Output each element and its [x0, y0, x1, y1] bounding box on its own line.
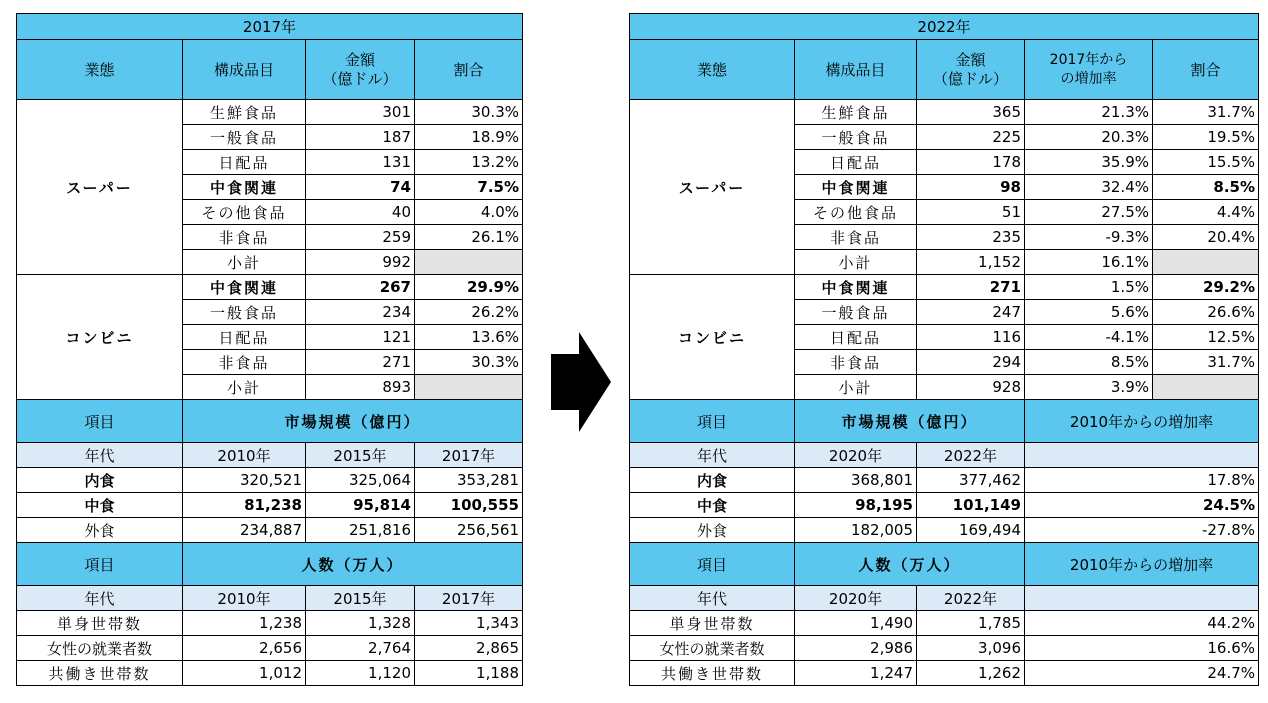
- empty-header-cell: [1025, 586, 1259, 611]
- row-label: 内食: [630, 468, 795, 493]
- subtotal-amount: 928: [917, 375, 1025, 400]
- row-label: 共働き世帯数: [17, 661, 183, 686]
- empty-cell: [415, 250, 523, 275]
- amount-cell: 271: [917, 275, 1025, 300]
- pct-cell: 26.6%: [1153, 300, 1259, 325]
- value-cell: 2,656: [183, 636, 306, 661]
- amount-cell: 235: [917, 225, 1025, 250]
- item-cell: 生鮮食品: [795, 100, 917, 125]
- year-cell: 2010年: [183, 443, 306, 468]
- value-cell: 353,281: [415, 468, 523, 493]
- amount-cell: 121: [306, 325, 415, 350]
- growth-cell: 24.5%: [1025, 493, 1259, 518]
- value-cell: 81,238: [183, 493, 306, 518]
- value-cell: 320,521: [183, 468, 306, 493]
- category-label-super: スーパー: [17, 100, 183, 275]
- category-label-super: スーパー: [630, 100, 795, 275]
- amount-cell: 178: [917, 150, 1025, 175]
- row-label: 中食: [630, 493, 795, 518]
- year-cell: 2020年: [795, 443, 917, 468]
- pct-cell: 29.2%: [1153, 275, 1259, 300]
- amount-cell: 98: [917, 175, 1025, 200]
- section-title-market: 市場規模（億円）: [795, 400, 1025, 443]
- header-cell: 業態: [17, 40, 183, 100]
- header-cell: 金額 （億ドル）: [917, 40, 1025, 100]
- header-cell: 金額 （億ドル）: [306, 40, 415, 100]
- item-cell: 中食関連: [183, 275, 306, 300]
- year-cell: 2010年: [183, 586, 306, 611]
- value-cell: 1,262: [917, 661, 1025, 686]
- year-label: 年代: [17, 443, 183, 468]
- year-cell: 2020年: [795, 586, 917, 611]
- value-cell: 95,814: [306, 493, 415, 518]
- value-cell: 2,764: [306, 636, 415, 661]
- right-arrow-icon: [551, 332, 611, 432]
- empty-header-cell: [1025, 443, 1259, 468]
- growth-cell: 24.7%: [1025, 661, 1259, 686]
- header-cell: 構成品目: [183, 40, 306, 100]
- subtotal-label: 小計: [795, 250, 917, 275]
- growth-cell: 44.2%: [1025, 611, 1259, 636]
- item-cell: 中食関連: [795, 175, 917, 200]
- growth-cell: 21.3%: [1025, 100, 1153, 125]
- amount-cell: 301: [306, 100, 415, 125]
- amount-cell: 116: [917, 325, 1025, 350]
- section-item-label: 項目: [630, 543, 795, 586]
- item-cell: その他食品: [183, 200, 306, 225]
- pct-cell: 4.4%: [1153, 200, 1259, 225]
- pct-cell: 13.6%: [415, 325, 523, 350]
- amount-cell: 234: [306, 300, 415, 325]
- item-cell: 一般食品: [795, 300, 917, 325]
- header-cell: 割合: [415, 40, 523, 100]
- header-cell: 構成品目: [795, 40, 917, 100]
- pct-cell: 26.2%: [415, 300, 523, 325]
- pct-cell: 12.5%: [1153, 325, 1259, 350]
- value-cell: 2,865: [415, 636, 523, 661]
- category-label-conv: コンビニ: [17, 275, 183, 400]
- year-cell: 2015年: [306, 586, 415, 611]
- amount-cell: 131: [306, 150, 415, 175]
- subtotal-growth: 3.9%: [1025, 375, 1153, 400]
- row-label: 単身世帯数: [17, 611, 183, 636]
- growth-cell: 32.4%: [1025, 175, 1153, 200]
- value-cell: 2,986: [795, 636, 917, 661]
- item-cell: 一般食品: [183, 125, 306, 150]
- section-title-market: 市場規模（億円）: [183, 400, 523, 443]
- growth-cell: -9.3%: [1025, 225, 1153, 250]
- subtotal-label: 小計: [183, 250, 306, 275]
- year-cell: 2017年: [415, 443, 523, 468]
- year-cell: 2015年: [306, 443, 415, 468]
- value-cell: 182,005: [795, 518, 917, 543]
- value-cell: 1,247: [795, 661, 917, 686]
- subtotal-amount: 893: [306, 375, 415, 400]
- growth-cell: 27.5%: [1025, 200, 1153, 225]
- table-title: 2022年: [630, 14, 1259, 40]
- year-label: 年代: [17, 586, 183, 611]
- subtotal-growth: 16.1%: [1025, 250, 1153, 275]
- amount-cell: 365: [917, 100, 1025, 125]
- amount-cell: 247: [917, 300, 1025, 325]
- pct-cell: 19.5%: [1153, 125, 1259, 150]
- section-title-people: 人数（万人）: [795, 543, 1025, 586]
- header-cell: 割合: [1153, 40, 1259, 100]
- value-cell: 325,064: [306, 468, 415, 493]
- row-label: 内食: [17, 468, 183, 493]
- amount-cell: 51: [917, 200, 1025, 225]
- value-cell: 1,343: [415, 611, 523, 636]
- growth-cell: 16.6%: [1025, 636, 1259, 661]
- amount-cell: 294: [917, 350, 1025, 375]
- subtotal-amount: 1,152: [917, 250, 1025, 275]
- value-cell: 98,195: [795, 493, 917, 518]
- item-cell: その他食品: [795, 200, 917, 225]
- pct-cell: 29.9%: [415, 275, 523, 300]
- item-cell: 非食品: [183, 225, 306, 250]
- row-label: 共働き世帯数: [630, 661, 795, 686]
- item-cell: 生鮮食品: [183, 100, 306, 125]
- year-label: 年代: [630, 443, 795, 468]
- header-cell: 2017年から の増加率: [1025, 40, 1153, 100]
- pct-cell: 7.5%: [415, 175, 523, 200]
- value-cell: 1,120: [306, 661, 415, 686]
- item-cell: 非食品: [795, 350, 917, 375]
- row-label: 外食: [630, 518, 795, 543]
- value-cell: 256,561: [415, 518, 523, 543]
- year-cell: 2017年: [415, 586, 523, 611]
- header-cell: 業態: [630, 40, 795, 100]
- value-cell: 1,328: [306, 611, 415, 636]
- growth-cell: 1.5%: [1025, 275, 1153, 300]
- value-cell: 3,096: [917, 636, 1025, 661]
- table-title: 2017年: [17, 14, 523, 40]
- pct-cell: 20.4%: [1153, 225, 1259, 250]
- value-cell: 1,012: [183, 661, 306, 686]
- value-cell: 1,490: [795, 611, 917, 636]
- pct-cell: 31.7%: [1153, 350, 1259, 375]
- pct-cell: 26.1%: [415, 225, 523, 250]
- growth-cell: 8.5%: [1025, 350, 1153, 375]
- value-cell: 1,238: [183, 611, 306, 636]
- row-label: 外食: [17, 518, 183, 543]
- pct-cell: 15.5%: [1153, 150, 1259, 175]
- year-cell: 2022年: [917, 586, 1025, 611]
- value-cell: 1,188: [415, 661, 523, 686]
- value-cell: 251,816: [306, 518, 415, 543]
- subtotal-label: 小計: [183, 375, 306, 400]
- amount-cell: 259: [306, 225, 415, 250]
- row-label: 女性の就業者数: [17, 636, 183, 661]
- item-cell: 日配品: [183, 150, 306, 175]
- item-cell: 中食関連: [795, 275, 917, 300]
- value-cell: 377,462: [917, 468, 1025, 493]
- value-cell: 234,887: [183, 518, 306, 543]
- table-2022: [629, 13, 1259, 686]
- amount-cell: 267: [306, 275, 415, 300]
- empty-cell: [1153, 250, 1259, 275]
- growth-cell: 20.3%: [1025, 125, 1153, 150]
- pct-cell: 18.9%: [415, 125, 523, 150]
- item-cell: 日配品: [183, 325, 306, 350]
- amount-cell: 74: [306, 175, 415, 200]
- pct-cell: 13.2%: [415, 150, 523, 175]
- subtotal-label: 小計: [795, 375, 917, 400]
- amount-cell: 40: [306, 200, 415, 225]
- amount-cell: 271: [306, 350, 415, 375]
- item-cell: 中食関連: [183, 175, 306, 200]
- empty-cell: [1153, 375, 1259, 400]
- pct-cell: 30.3%: [415, 350, 523, 375]
- value-cell: 169,494: [917, 518, 1025, 543]
- item-cell: 一般食品: [183, 300, 306, 325]
- item-cell: 日配品: [795, 325, 917, 350]
- pct-cell: 30.3%: [415, 100, 523, 125]
- row-label: 単身世帯数: [630, 611, 795, 636]
- section-item-label: 項目: [17, 400, 183, 443]
- section-item-label: 項目: [630, 400, 795, 443]
- growth-cell: 35.9%: [1025, 150, 1153, 175]
- empty-cell: [415, 375, 523, 400]
- pct-cell: 8.5%: [1153, 175, 1259, 200]
- pct-cell: 31.7%: [1153, 100, 1259, 125]
- category-label-conv: コンビニ: [630, 275, 795, 400]
- pct-cell: 4.0%: [415, 200, 523, 225]
- amount-cell: 187: [306, 125, 415, 150]
- section-item-label: 項目: [17, 543, 183, 586]
- row-label: 女性の就業者数: [630, 636, 795, 661]
- row-label: 中食: [17, 493, 183, 518]
- year-cell: 2022年: [917, 443, 1025, 468]
- section-title-people: 人数（万人）: [183, 543, 523, 586]
- growth-cell: -4.1%: [1025, 325, 1153, 350]
- subtotal-amount: 992: [306, 250, 415, 275]
- table-2017: [16, 13, 523, 686]
- item-cell: 非食品: [795, 225, 917, 250]
- section-growth-label: 2010年からの増加率: [1025, 543, 1259, 586]
- section-growth-label: 2010年からの増加率: [1025, 400, 1259, 443]
- value-cell: 368,801: [795, 468, 917, 493]
- growth-cell: 17.8%: [1025, 468, 1259, 493]
- item-cell: 非食品: [183, 350, 306, 375]
- item-cell: 一般食品: [795, 125, 917, 150]
- year-label: 年代: [630, 586, 795, 611]
- value-cell: 1,785: [917, 611, 1025, 636]
- value-cell: 101,149: [917, 493, 1025, 518]
- growth-cell: -27.8%: [1025, 518, 1259, 543]
- growth-cell: 5.6%: [1025, 300, 1153, 325]
- amount-cell: 225: [917, 125, 1025, 150]
- value-cell: 100,555: [415, 493, 523, 518]
- item-cell: 日配品: [795, 150, 917, 175]
